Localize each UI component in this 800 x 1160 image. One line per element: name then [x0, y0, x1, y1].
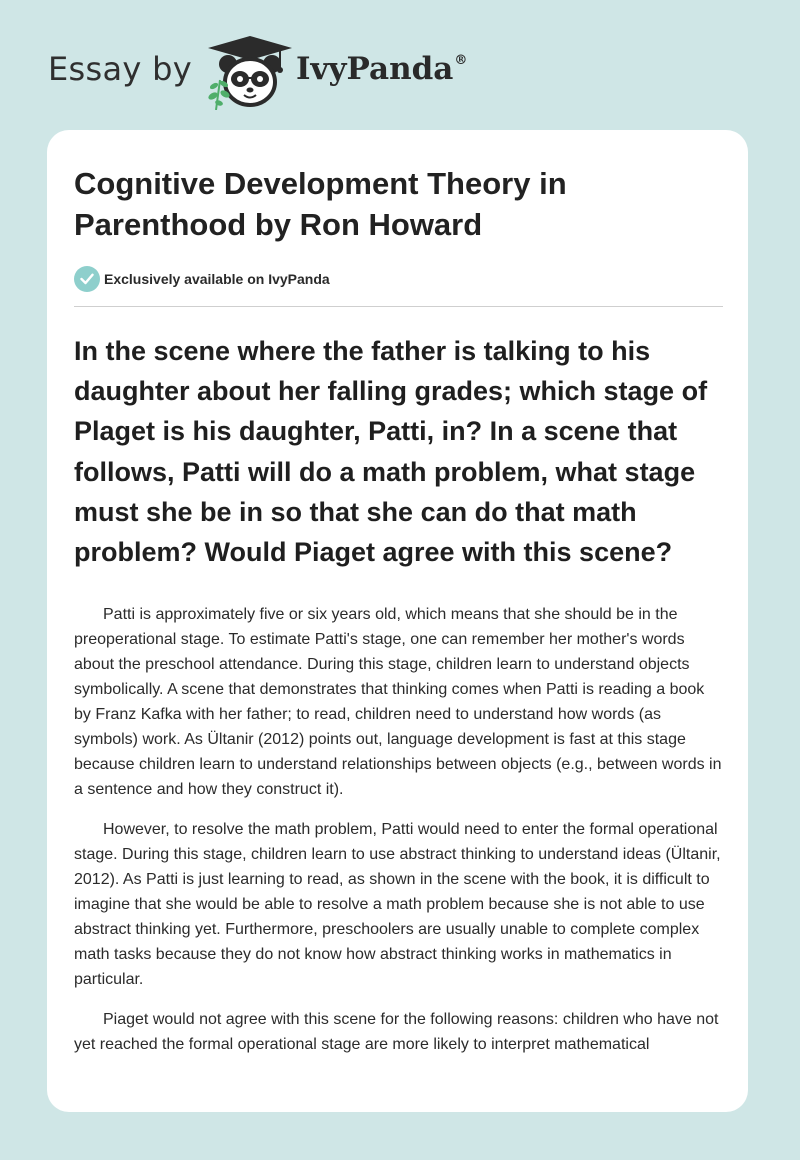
essay-content — [74, 130, 723, 1072]
site-logo[interactable] — [48, 34, 508, 110]
essay-card — [47, 130, 748, 1112]
divider — [74, 306, 723, 307]
brand-name-text: IvyPanda — [296, 51, 454, 87]
essay-body — [74, 602, 723, 1057]
page-title: Cognitive Development Theory in Parenthood by Ron Howard — [74, 166, 567, 242]
panda-graduate-icon — [198, 34, 294, 110]
brand-name — [296, 51, 467, 87]
paragraph: Piaget would not agree with this scene for the following reasons: children who have not yet reached the formal operational stage are more likely to interpret mathematical — [74, 1011, 719, 1054]
essay-by-label: Essay by — [48, 50, 192, 88]
exclusive-badge — [74, 265, 723, 293]
essay-question: In the scene where the father is talking to his daughter about her falling grades; which stage of Plaget is his daughter, Patti, in? In a scene that follows, Patti will do a math problem, what stage must she be in so that she can do that math problem? Would Piaget agree with this scene? — [74, 336, 708, 568]
paragraph: Patti is approximately five or six years old, which means that she should be in the preoperational stage. To estimate Patti's stage, one can remember her mother's words about the preschool attendance. During this stage, children learn to understand objects symbolically. A scene that demonstrates that thinking comes when Patti is reading a book by Franz Kafka with her father; to read, children need to understand how words (as symbols) work. As Ültanir (2012) points out, language development is fast at this stage because children learn to understand relationships between objects (e.g., between words in a sentence and how they construct it). — [74, 606, 722, 799]
paragraph: However, to resolve the math problem, Patti would need to enter the formal operational stage. During this stage, children learn to use abstract thinking to understand ideas (Ültanir, 2012). As Patti is just learning to read, as shown in the scene with the book, it is difficult to imagine that she would be able to resolve a math problem because she is not able to use abstract thinking yet. Furthermore, preschoolers are usually unable to complete complex math tasks because they do not know how abstract thinking works in mathematics in particular. — [74, 821, 721, 989]
check-icon — [74, 266, 100, 292]
registered-mark: ® — [454, 53, 468, 68]
badge-text: Exclusively available on IvyPanda — [104, 271, 330, 287]
